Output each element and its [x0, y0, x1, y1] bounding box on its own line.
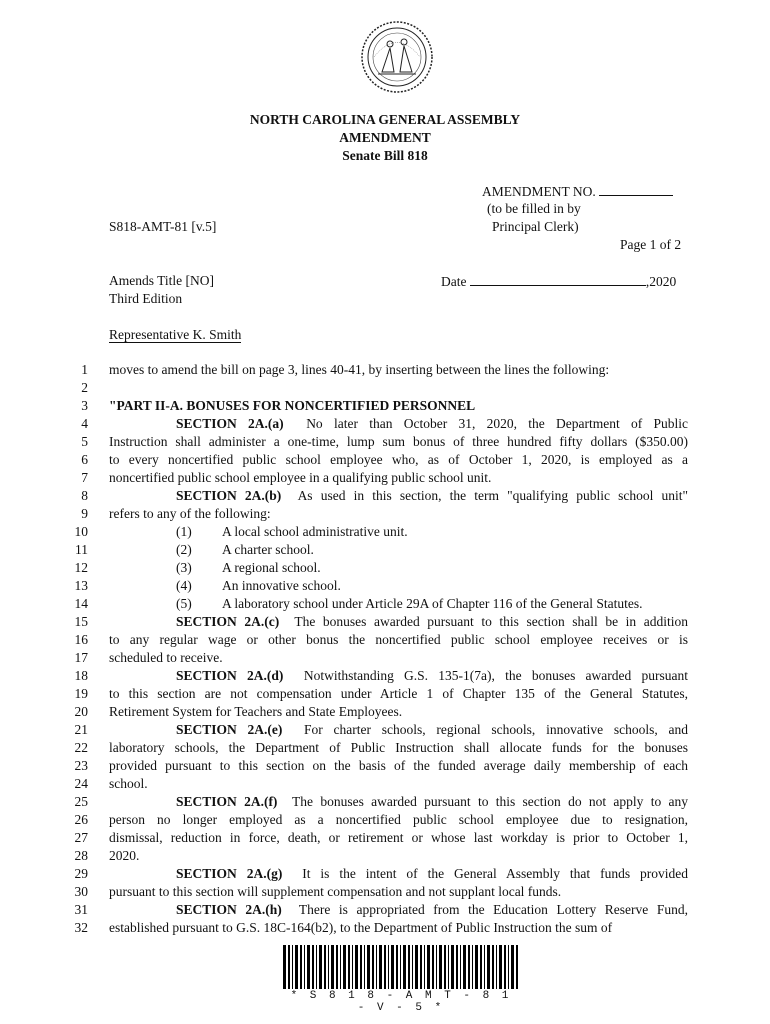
- line-text: dismissal, reduction in force, death, or retirement or whose last workday is prior to October 1,: [109, 830, 688, 845]
- body-line: [109, 470, 688, 486]
- section-heading: SECTION 2A.(c): [176, 614, 280, 629]
- barcode-bar: [391, 945, 394, 989]
- barcode-bar: [348, 945, 350, 989]
- barcode-bar: [364, 945, 365, 989]
- state-seal-icon: [360, 20, 434, 94]
- line-number: 2: [81, 380, 88, 395]
- body-line: [109, 362, 688, 378]
- line-number: 16: [74, 632, 88, 647]
- barcode-bar: [408, 945, 410, 989]
- body-line: [109, 722, 688, 738]
- date-label: Date: [441, 274, 467, 289]
- list-item-text: An innovative school.: [222, 578, 341, 593]
- line-text: to any regular wage or other bonus the noncertified public school employee receives or is: [109, 632, 688, 647]
- barcode-bar: [324, 945, 326, 989]
- body-line: [109, 848, 688, 864]
- list-item-number: (1): [176, 524, 192, 539]
- line-text: Notwithstanding G.S. 135-1(7a), the bonuses awarded pursuant: [303, 668, 688, 683]
- line-number: 5: [81, 434, 88, 449]
- line-number: 31: [74, 902, 88, 917]
- body-line: [109, 830, 688, 846]
- section-heading: SECTION 2A.(e): [176, 722, 283, 737]
- section-heading: SECTION 2A.(b): [176, 488, 282, 503]
- barcode-bar: [424, 945, 425, 989]
- barcode-bar: [412, 945, 413, 989]
- line-number: 27: [74, 830, 88, 845]
- section-heading: SECTION 2A.(d): [176, 668, 284, 683]
- line-number: 12: [74, 560, 88, 575]
- body-line: [109, 668, 688, 684]
- barcode-text: * S 8 1 8 - A M T - 8 1 - V - 5 *: [290, 990, 512, 1014]
- barcode-bar: [376, 945, 377, 989]
- barcode-bar: [379, 945, 382, 989]
- body-line: [109, 686, 688, 702]
- barcode-bar: [355, 945, 358, 989]
- line-text: There is appropriated from the Education Lottery Reserve Fund,: [298, 902, 688, 917]
- line-text: For charter schools, regional schools, innovative schools, and: [303, 722, 688, 737]
- line-text: Retirement System for Teachers and State Employees.: [109, 704, 403, 719]
- section-heading: "PART II-A. BONUSES FOR NONCERTIFIED PERSONNEL: [109, 398, 476, 413]
- line-number: 3: [81, 398, 88, 413]
- barcode-bar: [384, 945, 386, 989]
- line-number: 1: [81, 362, 88, 377]
- body-line: [109, 920, 688, 936]
- barcode-bar: [427, 945, 430, 989]
- line-text: As used in this section, the term "qualifying public school unit": [297, 488, 688, 503]
- line-number: 15: [74, 614, 88, 629]
- line-text: established pursuant to G.S. 18C-164(b2), to the Department of Public Instruction the sum of: [109, 920, 613, 935]
- barcode-icon: [283, 945, 519, 989]
- barcode-bar: [436, 945, 437, 989]
- fill-note-2: Principal Clerk): [492, 219, 579, 234]
- section-heading: SECTION 2A.(h): [176, 902, 282, 917]
- barcode-bar: [463, 945, 466, 989]
- body-line: [109, 776, 688, 792]
- date-blank: [470, 273, 646, 286]
- line-number: 18: [74, 668, 88, 683]
- line-text: scheduled to receive.: [109, 650, 223, 665]
- line-text: The bonuses awarded pursuant to this section shall be in addition: [294, 614, 688, 629]
- body-line: [109, 704, 688, 720]
- date-field: [441, 273, 676, 290]
- barcode-bar: [304, 945, 305, 989]
- barcode-bar: [319, 945, 322, 989]
- list-item-number: (5): [176, 596, 192, 611]
- body-line: [109, 452, 688, 468]
- line-text: moves to amend the bill on page 3, lines 40-41, by inserting between the lines the following:: [109, 362, 610, 377]
- list-item-text: A charter school.: [222, 542, 314, 557]
- barcode-bar: [307, 945, 310, 989]
- barcode-bar: [312, 945, 314, 989]
- line-number: 14: [74, 596, 88, 611]
- line-number: 7: [81, 470, 88, 485]
- barcode-bar: [451, 945, 454, 989]
- line-number: 32: [74, 920, 88, 935]
- line-text: laboratory schools, the Department of Public Instruction shall allocate funds for the bonuses: [109, 740, 688, 755]
- barcode-bar: [352, 945, 353, 989]
- section-heading: SECTION 2A.(g): [176, 866, 283, 881]
- barcode-bar: [388, 945, 389, 989]
- barcode-bar: [288, 945, 290, 989]
- line-text: It is the intent of the General Assembly that funds provided: [302, 866, 688, 881]
- barcode-bar: [496, 945, 497, 989]
- line-number: 10: [74, 524, 88, 539]
- body-line: [109, 884, 688, 900]
- sponsor-name: Representative K. Smith: [109, 327, 242, 342]
- barcode-bar: [508, 945, 509, 989]
- line-number: 6: [81, 452, 88, 467]
- line-number: 25: [74, 794, 88, 809]
- barcode-bar: [460, 945, 461, 989]
- line-text: 2020.: [109, 848, 140, 863]
- barcode-bar: [396, 945, 398, 989]
- line-number: 23: [74, 758, 88, 773]
- barcode-bar: [283, 945, 286, 989]
- line-number: 21: [74, 722, 88, 737]
- line-number: 22: [74, 740, 88, 755]
- body-line: [109, 614, 688, 630]
- barcode-bar: [487, 945, 490, 989]
- barcode-bar: [475, 945, 478, 989]
- barcode-bar: [316, 945, 317, 989]
- line-text: Instruction shall administer a one-time, lump sum bonus of three hundred fifty dollars ($350.00): [109, 434, 688, 449]
- line-text: No later than October 31, 2020, the Department of Public: [306, 416, 688, 431]
- barcode-bar: [328, 945, 329, 989]
- amendment-no: [482, 183, 673, 200]
- amendment-no-label: AMENDMENT NO.: [482, 184, 596, 199]
- barcode-bar: [492, 945, 494, 989]
- barcode-bar: [499, 945, 502, 989]
- barcode-bar: [295, 945, 298, 989]
- line-text: to every noncertified public school employee who, as of October 1, 2020, is employed as a: [109, 452, 688, 467]
- barcode-bar: [331, 945, 334, 989]
- barcode-bar: [511, 945, 514, 989]
- line-number: 13: [74, 578, 88, 593]
- barcode-bar: [336, 945, 338, 989]
- list-item-number: (3): [176, 560, 192, 575]
- barcode-bar: [444, 945, 446, 989]
- line-text: pursuant to this section will supplement compensation and not supplant local funds.: [109, 884, 562, 899]
- barcode-bar: [343, 945, 346, 989]
- barcode-bar: [468, 945, 470, 989]
- line-number: 20: [74, 704, 88, 719]
- amends-title: Amends Title [NO]: [109, 273, 215, 288]
- barcode-bar: [372, 945, 374, 989]
- barcode-bar: [300, 945, 302, 989]
- barcode-bar: [472, 945, 473, 989]
- barcode-bar: [516, 945, 518, 989]
- barcode-bar: [439, 945, 442, 989]
- body-line: [109, 758, 688, 774]
- body-line: [109, 902, 688, 918]
- barcode-bar: [448, 945, 449, 989]
- line-number: 17: [74, 650, 88, 665]
- line-number: 9: [81, 506, 88, 521]
- line-text: person no longer employed as a noncertified public school employee due to resignation,: [109, 812, 688, 827]
- body-line: [109, 650, 688, 666]
- barcode-bar: [292, 945, 293, 989]
- list-item-text: A local school administrative unit.: [222, 524, 408, 539]
- list-item-number: (2): [176, 542, 192, 557]
- body-line: [109, 740, 688, 756]
- section-heading: SECTION 2A.(f): [176, 794, 278, 809]
- barcode-bar: [432, 945, 434, 989]
- line-number: 4: [81, 416, 88, 431]
- line-number: 29: [74, 866, 88, 881]
- line-number: 11: [75, 542, 88, 557]
- barcode-bar: [484, 945, 485, 989]
- barcode-bar: [504, 945, 506, 989]
- line-text: provided pursuant to this section on the basis of the funded average daily membership of each: [109, 758, 688, 773]
- barcode-bar: [400, 945, 401, 989]
- barcode-bar: [360, 945, 362, 989]
- list-item-text: A laboratory school under Article 29A of Chapter 116 of the General Statutes.: [222, 596, 643, 611]
- line-text: noncertified public school employee in a qualifying public school unit.: [109, 470, 492, 485]
- body-line: [109, 506, 688, 522]
- body-line: [109, 794, 688, 810]
- body-line: [109, 632, 688, 648]
- assembly-title: NORTH CAROLINA GENERAL ASSEMBLY: [249, 112, 521, 127]
- barcode-bar: [480, 945, 482, 989]
- line-text: refers to any of the following:: [109, 506, 271, 521]
- amendment-no-blank: [599, 183, 673, 196]
- line-number: 24: [74, 776, 88, 791]
- body-line: [109, 866, 688, 882]
- line-number: 8: [81, 488, 88, 503]
- body-line: [109, 398, 688, 414]
- body-line: [109, 488, 688, 504]
- doc-code: S818-AMT-81 [v.5]: [109, 219, 217, 234]
- line-text: school.: [109, 776, 148, 791]
- sponsor: [109, 327, 241, 343]
- amendment-title: AMENDMENT: [339, 130, 431, 145]
- body-line: [109, 812, 688, 828]
- body-line: [109, 434, 688, 450]
- barcode-bar: [340, 945, 341, 989]
- list-item-text: A regional school.: [222, 560, 321, 575]
- date-year: ,2020: [645, 274, 677, 289]
- barcode-bar: [367, 945, 370, 989]
- body-line: [109, 416, 688, 432]
- edition: Third Edition: [109, 291, 183, 306]
- barcode-bar: [420, 945, 422, 989]
- line-number: 19: [74, 686, 88, 701]
- line-number: 28: [74, 848, 88, 863]
- list-item-number: (4): [176, 578, 192, 593]
- fill-note-1: (to be filled in by: [487, 201, 581, 216]
- line-text: to this section are not compensation under Article 1 of Chapter 135 of the General Statutes,: [109, 686, 688, 701]
- page-number: Page 1 of 2: [620, 237, 682, 252]
- line-text: The bonuses awarded pursuant to this section do not apply to any: [292, 794, 689, 809]
- bill-title: Senate Bill 818: [342, 148, 428, 163]
- barcode-bar: [415, 945, 418, 989]
- barcode-bar: [403, 945, 406, 989]
- section-heading: SECTION 2A.(a): [176, 416, 284, 431]
- barcode-bar: [456, 945, 458, 989]
- line-number: 30: [74, 884, 88, 899]
- line-number: 26: [74, 812, 88, 827]
